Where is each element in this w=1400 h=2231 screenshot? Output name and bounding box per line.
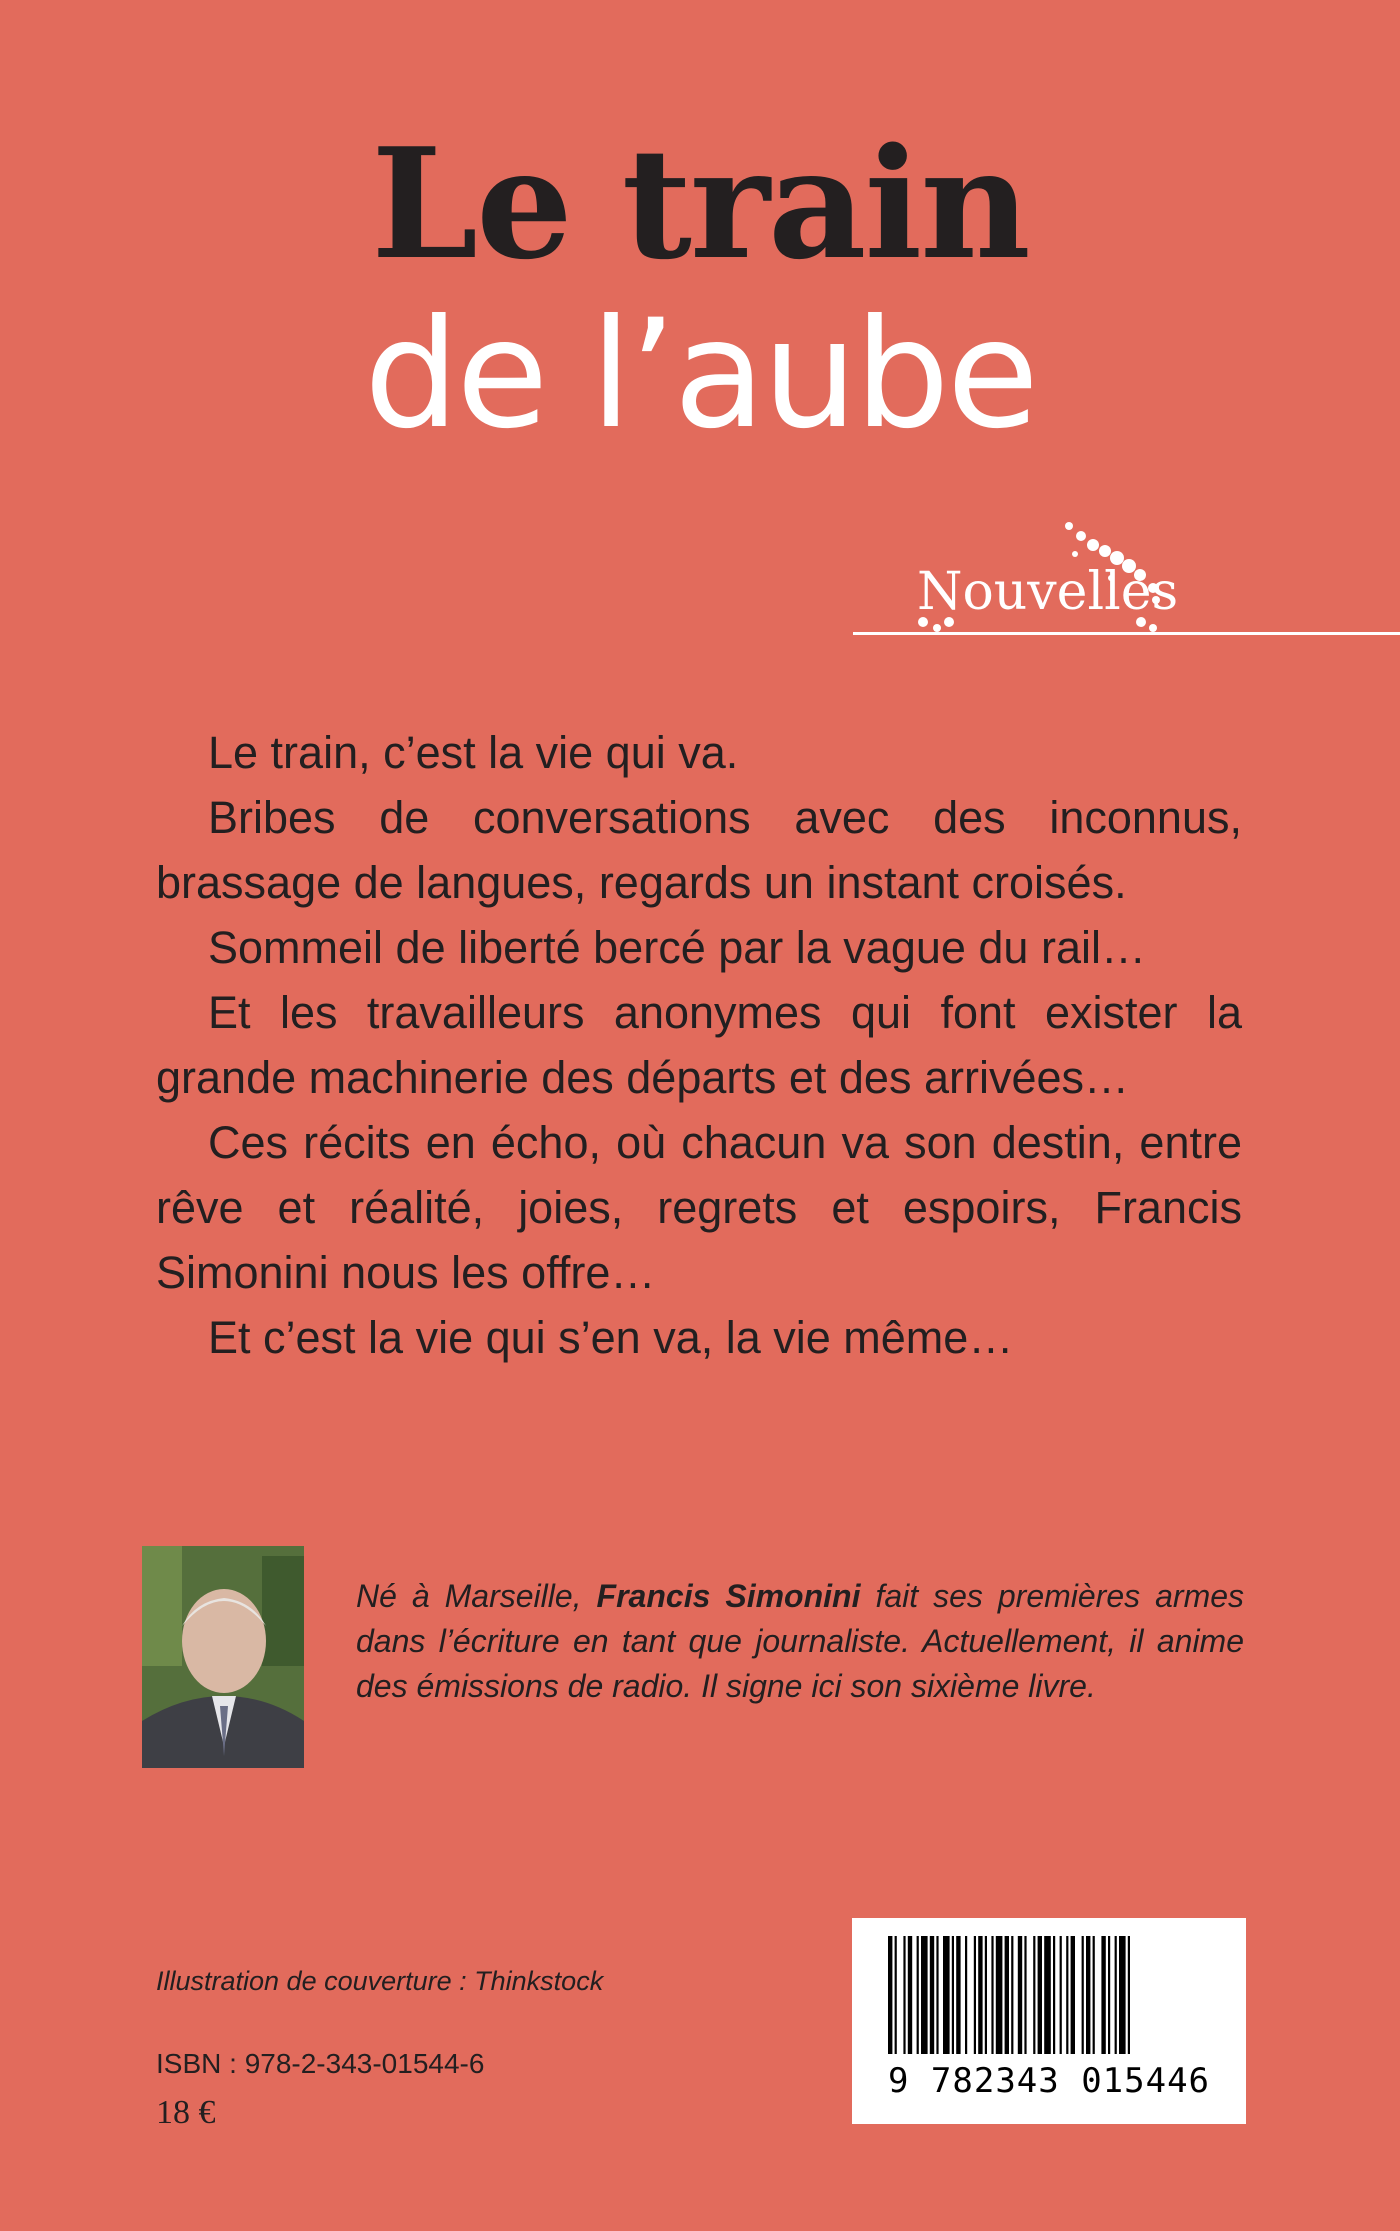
barcode-digits: 9 782343 015446	[887, 2061, 1211, 2101]
blurb-paragraph: Et c’est la vie qui s’en va, la vie même…	[208, 1312, 1014, 1363]
collection-rule	[853, 632, 1400, 635]
book-title: Le train	[371, 114, 1029, 293]
back-cover-blurb	[156, 720, 1242, 1370]
illustration-credit: Illustration de couverture : Thinkstock	[156, 1966, 604, 1996]
barcode	[852, 1918, 1246, 2124]
blurb-paragraph: Bribes de conversations avec des inconnus, brassage de langues, regards un instant croisés.	[156, 792, 1242, 908]
blurb-paragraph: Et les travailleurs anonymes qui font exister la grande machinerie des départs et des arrivées…	[156, 987, 1242, 1103]
book-subtitle: de l’aube	[363, 288, 1037, 462]
collection-mark	[853, 518, 1400, 638]
barcode-icon	[852, 1918, 1246, 2068]
blurb-paragraph: Le train, c’est la vie qui va.	[208, 727, 739, 778]
price: 18 €	[156, 2094, 216, 2131]
blurb-paragraph: Sommeil de liberté bercé par la vague du rail…	[208, 922, 1146, 973]
collection-label: Nouvelles	[917, 562, 1179, 622]
blurb-paragraph: Ces récits en écho, où chacun va son destin, entre rêve et réalité, joies, regrets et espoirs, Francis Simonini nous les offre…	[156, 1117, 1242, 1298]
author-bio-text: Né à Marseille,	[356, 1578, 597, 1614]
author-bio	[356, 1574, 1244, 1709]
author-photo	[142, 1546, 304, 1768]
isbn: ISBN : 978-2-343-01544-6	[156, 2048, 485, 2079]
author-name: Francis Simonini	[596, 1578, 861, 1614]
author-bio-text: fait ses premières armes dans l’écriture en tant que journaliste. Actuellement, il anime des émissions de radio. Il signe ici son sixième livre.	[356, 1578, 1245, 1704]
